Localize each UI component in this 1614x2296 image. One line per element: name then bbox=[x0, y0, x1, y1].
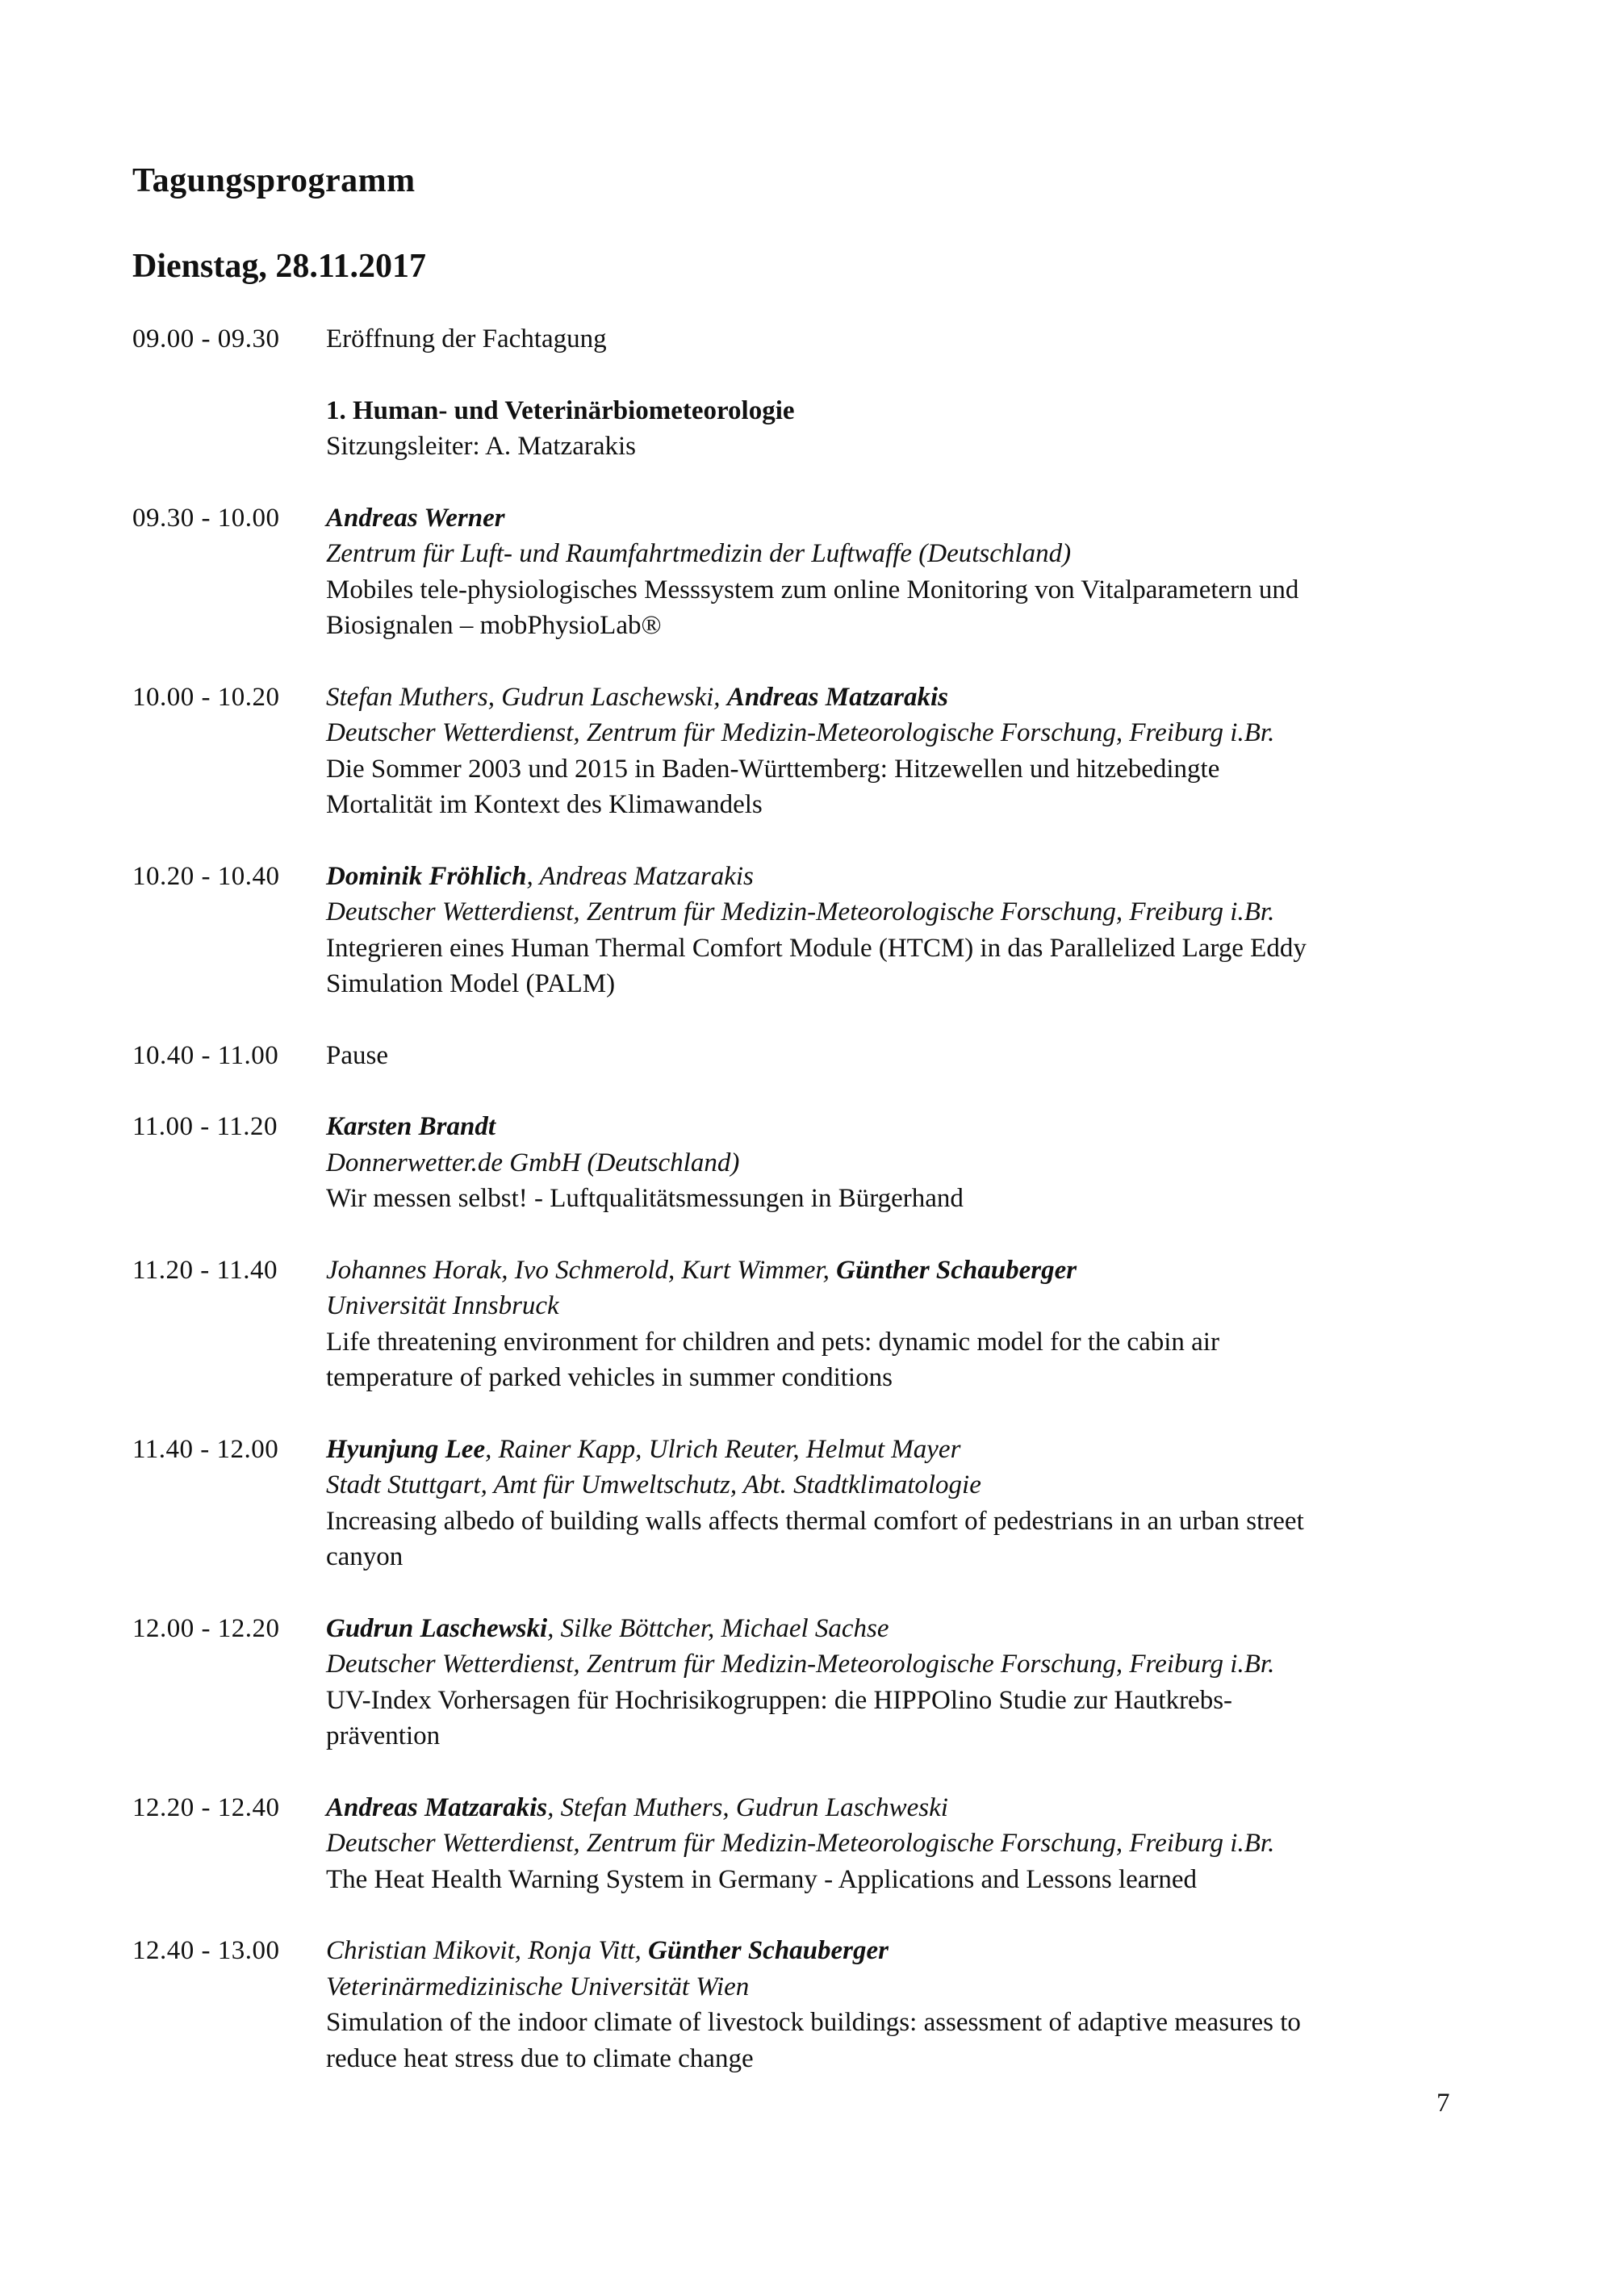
entry-title-line: Wir messen selbst! - Luftqualitätsmessungen in Bürgerhand bbox=[326, 1184, 964, 1213]
entry-affiliation: Veterinärmedizinische Universität Wien bbox=[326, 1972, 750, 2001]
program-entry bbox=[132, 1432, 1504, 1575]
entry-title-line: reduce heat stress due to climate change bbox=[326, 2043, 754, 2073]
page-number: 7 bbox=[1436, 2089, 1450, 2118]
authors-before: Stefan Muthers, Gudrun Laschewski, bbox=[326, 682, 727, 712]
entry-title-line: Increasing albedo of building walls affects thermal comfort of pedestrians in an urban street bbox=[326, 1506, 1304, 1536]
presenter-name: Karsten Brandt bbox=[326, 1112, 495, 1141]
entry-time: 11.40 - 12.00 bbox=[132, 1434, 279, 1464]
presenter-name: Andreas Werner bbox=[326, 503, 505, 533]
entry-title-line: UV-Index Vorhersagen für Hochrisikogruppen: die HIPPOlino Studie zur Hautkrebs- bbox=[326, 1685, 1233, 1715]
entry-title-line: Mobiles tele-physiologisches Messsystem zum online Monitoring von Vitalparametern und bbox=[326, 575, 1299, 604]
entry-authors bbox=[326, 859, 1504, 895]
entry-authors bbox=[326, 680, 1504, 716]
pause-text: Pause bbox=[326, 1040, 388, 1070]
entry-affiliation: Donnerwetter.de GmbH (Deutschland) bbox=[326, 1148, 740, 1177]
program-entry-pause bbox=[132, 1038, 1504, 1074]
authors-after: , Stefan Muthers, Gudrun Laschweski bbox=[547, 1792, 948, 1822]
authors-after: , Rainer Kapp, Ulrich Reuter, Helmut Mayer bbox=[485, 1434, 961, 1464]
entry-affiliation: Deutscher Wetterdienst, Zentrum für Medizin-Meteorologische Forschung, Freiburg i.Br. bbox=[326, 718, 1275, 747]
program-entry bbox=[132, 1109, 1504, 1217]
entry-title-line: prävention bbox=[326, 1721, 441, 1750]
entry-affiliation: Deutscher Wetterdienst, Zentrum für Medizin-Meteorologische Forschung, Freiburg i.Br. bbox=[326, 1829, 1275, 1858]
entry-affiliation: Deutscher Wetterdienst, Zentrum für Medizin-Meteorologische Forschung, Freiburg i.Br. bbox=[326, 1650, 1275, 1679]
program-entry bbox=[132, 1253, 1504, 1396]
session-chair: Sitzungsleiter: A. Matzarakis bbox=[326, 432, 636, 461]
day-heading: Dienstag, 28.11.2017 bbox=[132, 248, 427, 285]
entry-title-line: temperature of parked vehicles in summer conditions bbox=[326, 1363, 893, 1392]
session-header bbox=[132, 393, 1504, 465]
entry-time: 11.00 - 11.20 bbox=[132, 1112, 278, 1141]
presenter-name: Hyunjung Lee bbox=[326, 1434, 486, 1464]
page-title: Tagungsprogramm bbox=[132, 162, 416, 199]
authors-after: , Andreas Matzarakis bbox=[526, 861, 754, 891]
presenter-name: Dominik Fröhlich bbox=[326, 861, 527, 891]
program-entry bbox=[132, 859, 1504, 1002]
authors-after: , Silke Böttcher, Michael Sachse bbox=[547, 1613, 889, 1643]
presenter-name: Andreas Matzarakis bbox=[326, 1792, 548, 1822]
entry-title-line: Simulation of the indoor climate of livestock buildings: assessment of adaptive measures to bbox=[326, 2008, 1301, 2037]
entry-title-line: Simulation Model (PALM) bbox=[326, 969, 616, 998]
entry-authors bbox=[326, 1933, 1504, 1969]
program-list bbox=[132, 321, 1504, 2112]
presenter-name: Günther Schauberger bbox=[648, 1936, 889, 1965]
presenter-name: Andreas Matzarakis bbox=[726, 682, 948, 712]
entry-time: 12.20 - 12.40 bbox=[132, 1792, 280, 1822]
program-entry bbox=[132, 1790, 1504, 1898]
entry-title-line: Integrieren eines Human Thermal Comfort Module (HTCM) in das Parallelized Large Eddy bbox=[326, 933, 1307, 963]
entry-title-line: Mortalität im Kontext des Klimawandels bbox=[326, 790, 763, 819]
entry-time: 12.40 - 13.00 bbox=[132, 1936, 280, 1965]
entry-affiliation: Universität Innsbruck bbox=[326, 1291, 559, 1320]
entry-time: 10.00 - 10.20 bbox=[132, 682, 280, 712]
entry-time: 09.00 - 09.30 bbox=[132, 324, 280, 353]
program-entry bbox=[132, 500, 1504, 644]
entry-authors bbox=[326, 1432, 1504, 1468]
entry-time: 09.30 - 10.00 bbox=[132, 503, 280, 533]
session-title: 1. Human- und Veterinärbiometeorologie bbox=[326, 395, 795, 425]
authors-before: Johannes Horak, Ivo Schmerold, Kurt Wimmer, bbox=[326, 1255, 837, 1285]
entry-affiliation: Deutscher Wetterdienst, Zentrum für Medizin-Meteorologische Forschung, Freiburg i.Br. bbox=[326, 897, 1275, 926]
program-entry-opening bbox=[132, 321, 1504, 358]
entry-authors bbox=[326, 1611, 1504, 1647]
entry-time: 10.40 - 11.00 bbox=[132, 1040, 279, 1070]
presenter-name: Gudrun Laschewski bbox=[326, 1613, 548, 1643]
entry-title-line: canyon bbox=[326, 1542, 404, 1571]
presenter-name: Günther Schauberger bbox=[836, 1255, 1077, 1285]
opening-text: Eröffnung der Fachtagung bbox=[326, 324, 607, 353]
entry-title-line: Die Sommer 2003 und 2015 in Baden-Württemberg: Hitzewellen und hitzebedingte bbox=[326, 754, 1220, 784]
entry-time: 11.20 - 11.40 bbox=[132, 1255, 278, 1285]
entry-authors bbox=[326, 1790, 1504, 1826]
entry-time: 10.20 - 10.40 bbox=[132, 861, 280, 891]
authors-before: Christian Mikovit, Ronja Vitt, bbox=[326, 1936, 649, 1965]
entry-authors bbox=[326, 1109, 1504, 1145]
entry-time: 12.00 - 12.20 bbox=[132, 1613, 280, 1643]
entry-affiliation: Stadt Stuttgart, Amt für Umweltschutz, Abt. Stadtklimatologie bbox=[326, 1470, 981, 1499]
entry-title-line: Biosignalen – mobPhysioLab® bbox=[326, 611, 662, 640]
entry-authors bbox=[326, 1253, 1504, 1289]
entry-authors bbox=[326, 500, 1504, 537]
entry-title-line: The Heat Health Warning System in Germany - Applications and Lessons learned bbox=[326, 1864, 1198, 1894]
entry-affiliation: Zentrum für Luft- und Raumfahrtmedizin der Luftwaffe (Deutschland) bbox=[326, 539, 1072, 568]
program-entry bbox=[132, 1611, 1504, 1754]
program-entry bbox=[132, 680, 1504, 823]
program-entry bbox=[132, 1933, 1504, 2076]
entry-title-line: Life threatening environment for children and pets: dynamic model for the cabin air bbox=[326, 1327, 1219, 1357]
